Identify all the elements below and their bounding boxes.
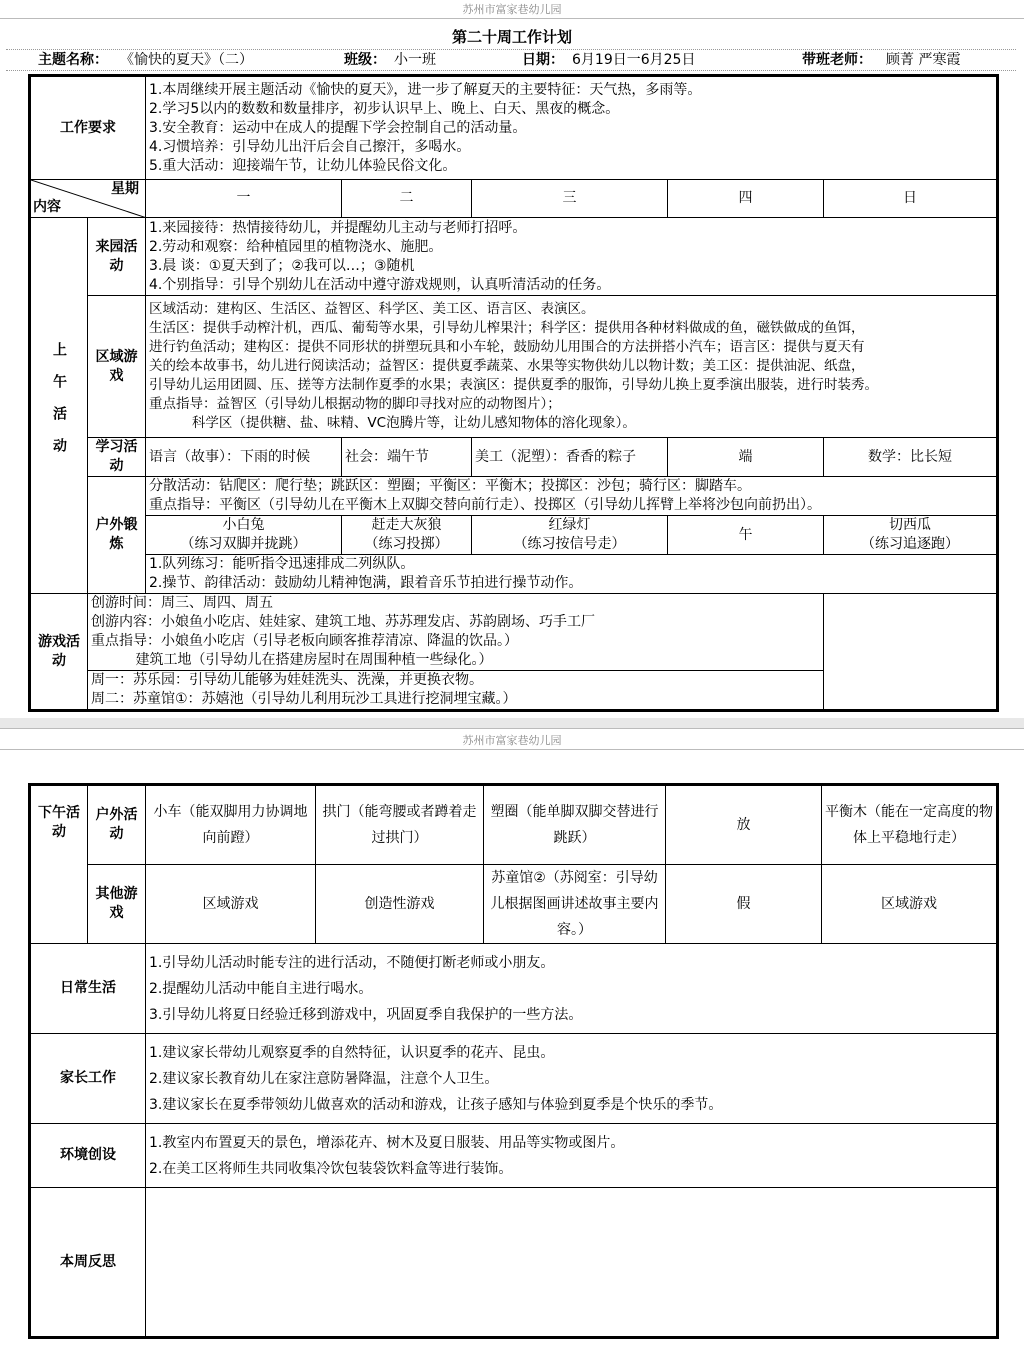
date-label: 日期： [522, 52, 564, 68]
outdoor-game-name: 切西瓜 [889, 517, 932, 533]
outdoor-sun [824, 516, 998, 555]
study-thu: 端 [668, 438, 824, 477]
day-header-wed: 三 [472, 180, 668, 218]
list-item: 创游内容：小娘鱼小吃店、娃娃家、建筑工地、苏苏理发店、苏韵剧场、巧手工厂 [91, 614, 595, 630]
outdoor-days-row [30, 516, 998, 555]
list-item: 1.队列练习：能听指令迅速排成二列纵队。 [149, 556, 415, 572]
class-value: 小一班 [394, 52, 436, 68]
list-item: 1.来园接待：热情接待幼儿，并提醒幼儿主动与老师打招呼。 [149, 219, 527, 236]
list-item: 关的绘本故事书，幼儿进行阅读活动；益智区：提供夏季蔬菜、水果等实物供幼儿以物计数；美工区：提供油泥、纸盘， [149, 358, 865, 374]
afternoon-outdoor-row [30, 785, 998, 865]
list-item: 1.教室内布置夏天的景色，增添花卉、树木及夏日服装、用品等实物或图片。 [149, 1134, 625, 1151]
list-item: 2.提醒幼儿活动中能自主进行喝水。 [149, 980, 373, 997]
afternoon-games-row [30, 865, 998, 944]
list-item: 周二：苏童馆①：苏嬉池（引导幼儿利用玩沙工具进行挖洞埋宝藏。） [91, 691, 517, 707]
list-item: 4.习惯培养：引导幼儿出汗后会自己擦汗，多喝水。 [149, 138, 471, 155]
study-label: 学习活动 [88, 438, 146, 477]
outdoor-game-note: （练习追逐跑） [861, 536, 960, 552]
school-header: 苏州市富家巷幼儿园 [0, 733, 1024, 750]
list-item: 重点指导：小娘鱼小吃店（引导老板向顾客推荐清凉、降温的饮品。） [91, 633, 518, 649]
plan-header-line [6, 49, 1016, 71]
list-item: 1.引导幼儿活动时能专注的进行活动，不随便打断老师或小朋友。 [149, 954, 555, 971]
study-row [30, 438, 998, 477]
afternoon-label: 下午活动 [30, 785, 88, 944]
reflection-row [30, 1188, 998, 1338]
morning-label [30, 218, 88, 594]
outdoor-top-content [146, 477, 998, 516]
list-item: 分散活动：钻爬区：爬行垫；跳跃区：塑圈；平衡区：平衡木；投掷区：沙包；骑行区：脚踏车。 [149, 478, 751, 494]
page-2 [0, 728, 1024, 1355]
parent-work-label: 家长工作 [30, 1034, 146, 1124]
day-header-tue: 二 [342, 180, 472, 218]
other-games-tue: 创造性游戏 [316, 865, 484, 944]
content-label: 内容 [33, 199, 61, 215]
outdoor-bottom-content [146, 555, 998, 594]
list-item: 2.操节、韵律活动：鼓励幼儿精神饱满，跟着音乐节拍进行操节动作。 [149, 575, 583, 591]
list-item: 引导幼儿运用团圆、压、搓等方法制作夏季的水果；表演区：提供夏季的服饰，引导幼儿换上夏季演出服装，进行时装秀。 [149, 377, 878, 393]
environment-row [30, 1124, 998, 1188]
list-item: 重点指导：益智区（引导幼儿根据动物的脚印寻找对应的动物图片）； [149, 396, 561, 412]
class-label: 班级： [344, 52, 386, 68]
study-wed: 美工（泥塑）：香香的粽子 [472, 438, 668, 477]
other-games-thu: 假 [666, 865, 822, 944]
games-row [30, 594, 998, 671]
outdoor-game-name: 午 [738, 526, 753, 543]
study-mon: 语言（故事）：下雨的时候 [146, 438, 342, 477]
other-games-mon: 区域游戏 [146, 865, 316, 944]
parent-work-content [146, 1034, 998, 1124]
list-item: 2.学习5以内的数数和数量排序，初步认识早上、晚上、白天、黑夜的概念。 [149, 100, 620, 117]
diagonal-header-cell [30, 180, 146, 218]
list-item: 科学区（提供糖、盐、味精、VC泡腾片等，让幼儿感知物体的溶化现象）。 [149, 415, 636, 431]
afternoon-outdoor-sun: 平衡木（能在一定高度的物体上平稳地行走） [822, 785, 998, 865]
outdoor-label: 户外锻炼 [88, 477, 146, 594]
games-content [88, 594, 824, 671]
work-requirements-row [30, 76, 998, 180]
list-item: 3.晨 谈：①夏天到了；②我可以…；③随机 [149, 257, 415, 274]
outdoor-mon [146, 516, 342, 555]
list-item: 周一：苏乐园：引导幼儿能够为娃娃洗头、洗澡，并更换衣物。 [91, 672, 483, 688]
outdoor-thu [668, 516, 824, 555]
other-games-sun: 区域游戏 [822, 865, 998, 944]
day-header-mon: 一 [146, 180, 342, 218]
games-label: 游戏活动 [30, 594, 88, 711]
arrival-content [146, 218, 998, 296]
day-header-thu: 四 [668, 180, 824, 218]
arrival-row [30, 218, 998, 296]
list-item: 1.建议家长带幼儿观察夏季的自然特征，认识夏季的花卉、昆虫。 [149, 1044, 555, 1061]
afternoon-outdoor-tue: 拱门（能弯腰或者蹲着走过拱门） [316, 785, 484, 865]
area-games-content [146, 296, 998, 438]
school-header: 苏州市富家巷幼儿园 [0, 2, 1024, 19]
games-extra-content [88, 671, 824, 711]
study-tue: 社会：端午节 [342, 438, 472, 477]
date-value: 6月19日一6月25日 [572, 52, 696, 68]
theme-label: 主题名称： [38, 52, 108, 68]
list-item: 建筑工地（引导幼儿在搭建房屋时在周围种植一些绿化。） [91, 652, 493, 668]
list-item: 进行钓鱼活动；建构区：提供不同形状的拼塑玩具和小车轮，鼓励幼儿用围合的方法拼搭小汽车；语言区：提供与夏天有 [149, 339, 865, 355]
work-requirements-label: 工作要求 [30, 76, 146, 180]
other-games-wed: 苏童馆②（苏阅室：引导幼儿根据图画讲述故事主要内容。） [484, 865, 666, 944]
teacher-value: 顾菁 严寒霞 [886, 52, 961, 68]
list-item: 生活区：提供手动榨汁机，西瓜、葡萄等水果，引导幼儿榨果汁；科学区：提供用各种材料做成的鱼，磁铁做成的鱼饵， [149, 320, 865, 336]
outdoor-game-note: （练习投掷） [364, 536, 449, 552]
outdoor-game-note: （练习按信号走） [513, 536, 626, 552]
plan-title: 第二十周工作计划 [451, 28, 572, 46]
games-extra-row [30, 671, 998, 711]
list-item: 2.在美工区将师生共同收集冷饮包装袋饮料盒等进行装饰。 [149, 1160, 513, 1177]
outdoor-game-name: 小白兔 [222, 517, 265, 533]
list-item: 2.劳动和观察：给种植园里的植物浇水、施肥。 [149, 238, 443, 255]
environment-content [146, 1124, 998, 1188]
outdoor-game-name: 赶走大灰狼 [371, 517, 442, 533]
afternoon-outdoor-wed: 塑圈（能单脚双脚交替进行跳跃） [484, 785, 666, 865]
page-gap [0, 718, 1024, 728]
morning-label-text: 上午活动 [51, 341, 67, 470]
afternoon-outdoor-label: 户外活动 [88, 785, 146, 865]
weekday-header-row [30, 180, 998, 218]
outdoor-bottom-row [30, 555, 998, 594]
list-item: 创游时间：周三、周四、周五 [91, 595, 273, 611]
day-header-sun: 日 [824, 180, 998, 218]
study-sun: 数学：比长短 [824, 438, 998, 477]
reflection-content[interactable] [146, 1188, 998, 1338]
weekly-plan-table-page1 [28, 74, 999, 712]
list-item: 3.安全教育：运动中在成人的提醒下学会控制自己的活动量。 [149, 119, 527, 136]
daily-life-row [30, 944, 998, 1034]
list-item: 3.引导幼儿将夏日经验迁移到游戏中，巩固夏季自我保护的一些方法。 [149, 1006, 583, 1023]
outdoor-game-note: （练习双脚并拢跳） [180, 536, 307, 552]
daily-life-content [146, 944, 998, 1034]
arrival-label: 来园活动 [88, 218, 146, 296]
list-item: 4.个别指导：引导个别幼儿在活动中遵守游戏规则，认真听清活动的任务。 [149, 276, 611, 293]
afternoon-outdoor-mon: 小车（能双脚用力协调地向前蹬） [146, 785, 316, 865]
outdoor-tue [342, 516, 472, 555]
theme-value: 《愉快的夏天》（二） [120, 52, 253, 68]
parent-work-row [30, 1034, 998, 1124]
weekly-plan-table-page2 [28, 783, 999, 1339]
area-games-row [30, 296, 998, 438]
other-games-label: 其他游戏 [88, 865, 146, 944]
reflection-label: 本周反思 [30, 1188, 146, 1338]
list-item: 1.本周继续开展主题活动《愉快的夏天》，进一步了解夏天的主要特征：天气热，多雨等。 [149, 81, 702, 98]
week-label: 星期 [111, 181, 139, 197]
outdoor-game-name: 红绿灯 [548, 517, 591, 533]
list-item: 重点指导：平衡区（引导幼儿在平衡木上双脚交替向前行走）、投掷区（引导幼儿挥臂上举将沙包向前扔出）。 [149, 497, 821, 513]
list-item: 区域活动：建构区、生活区、益智区、科学区、美工区、语言区、表演区。 [149, 301, 595, 317]
list-item: 2.建议家长教育幼儿在家注意防暑降温，注意个人卫生。 [149, 1070, 499, 1087]
teacher-label: 带班老师： [802, 52, 872, 68]
list-item: 5.重大活动：迎接端午节，让幼儿体验民俗文化。 [149, 157, 457, 174]
daily-life-label: 日常生活 [30, 944, 146, 1034]
work-requirements-content [146, 76, 998, 180]
area-games-label: 区域游戏 [88, 296, 146, 438]
afternoon-outdoor-thu: 放 [666, 785, 822, 865]
list-item: 3.建议家长在夏季带领幼儿做喜欢的活动和游戏，让孩子感知与体验到夏季是个快乐的季节。 [149, 1096, 723, 1113]
environment-label: 环境创设 [30, 1124, 146, 1188]
outdoor-top-row [30, 477, 998, 516]
outdoor-wed [472, 516, 668, 555]
